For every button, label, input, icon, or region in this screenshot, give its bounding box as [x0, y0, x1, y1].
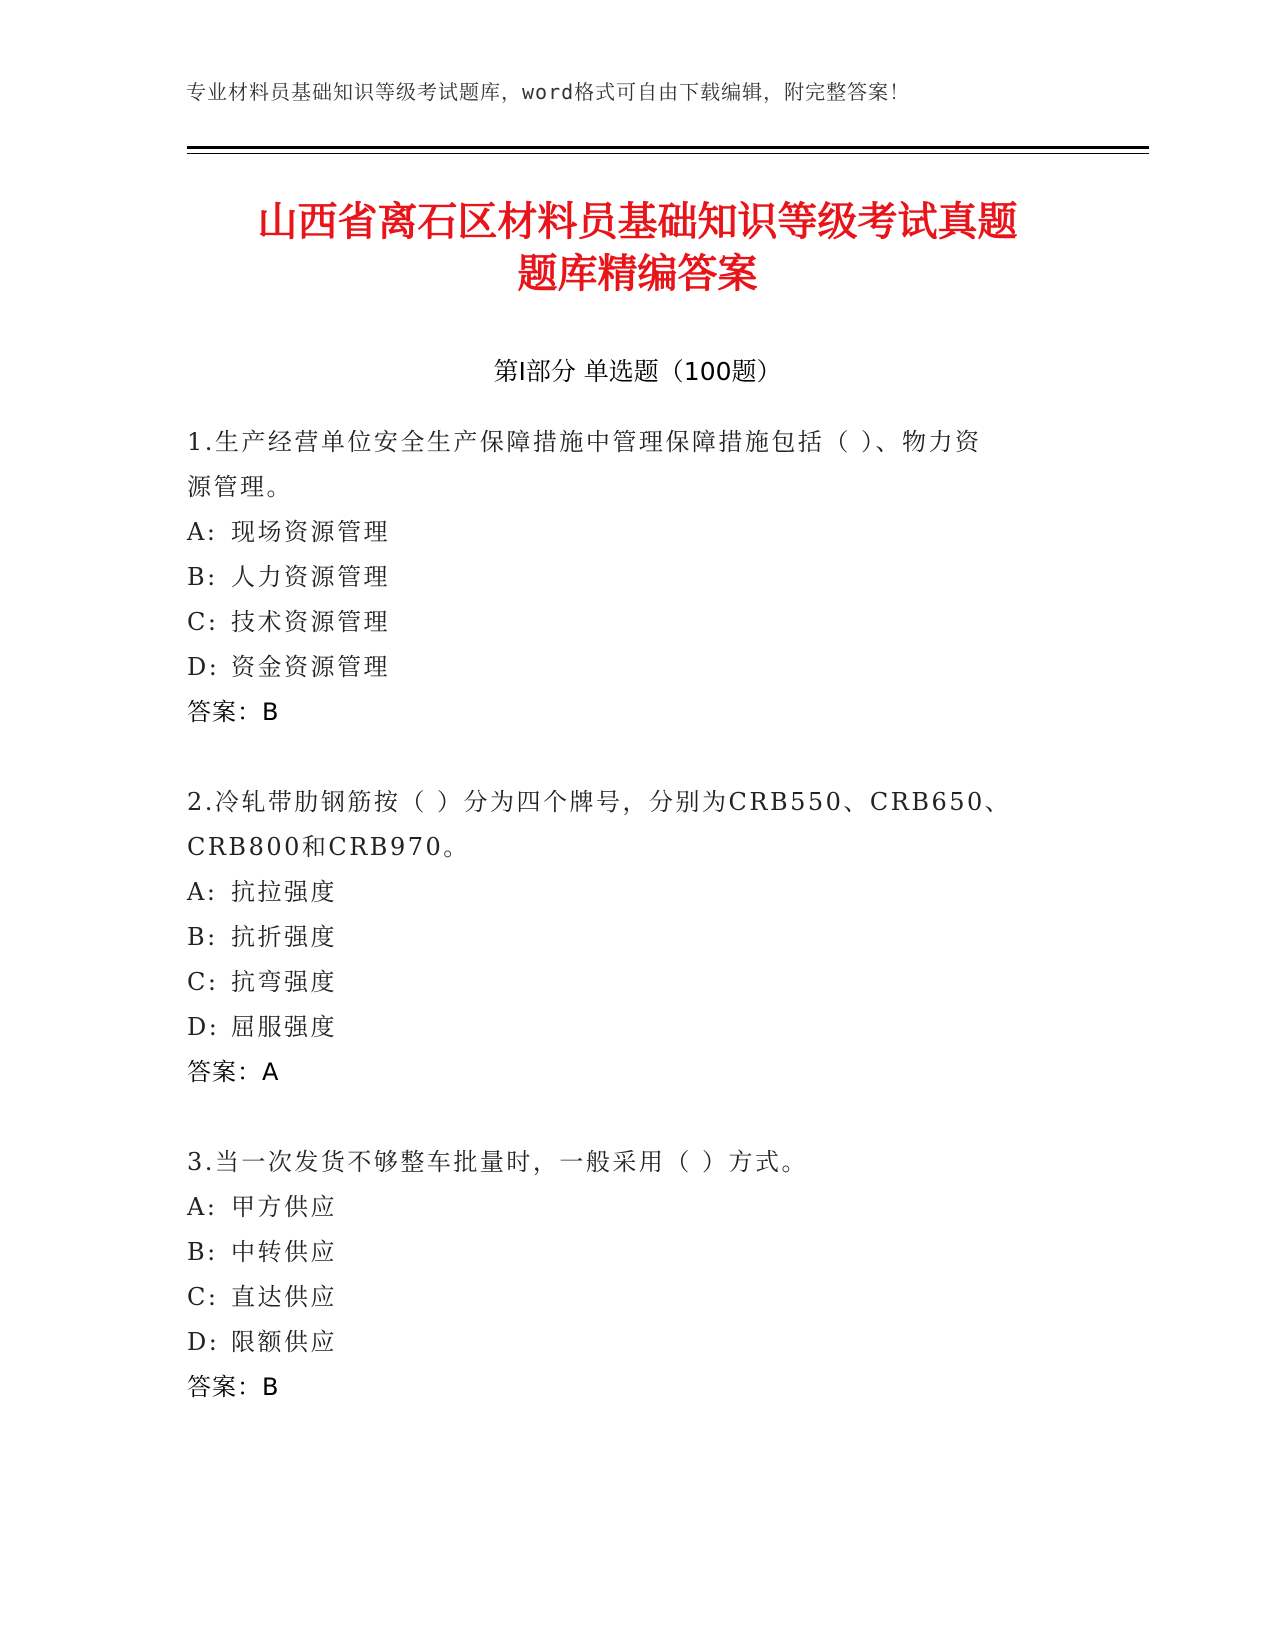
option-letter: C:	[187, 1283, 219, 1311]
question-1-stem-line-1: 1.生产经营单位安全生产保障措施中管理保障措施包括（ ）、物力资	[187, 428, 982, 456]
option-letter: A:	[187, 878, 218, 906]
document-title-line-2: 题库精编答案	[517, 251, 758, 297]
option-text: 现场资源管理	[231, 518, 390, 546]
question-2-option-c	[187, 960, 1087, 1005]
question-3-option-a	[187, 1185, 1087, 1230]
option-text: 抗弯强度	[231, 968, 337, 996]
question-3	[187, 1140, 1087, 1410]
question-2-option-a	[187, 870, 1087, 915]
question-1	[187, 420, 1087, 735]
option-letter: C:	[187, 968, 219, 996]
question-1-stem-line-2: 源管理。	[187, 473, 293, 501]
question-1-option-c	[187, 600, 1087, 645]
option-text: 甲方供应	[231, 1193, 337, 1221]
option-text: 屈服强度	[231, 1013, 337, 1041]
document-title-line-1: 山西省离石区材料员基础知识等级考试真题	[257, 199, 1018, 245]
option-letter: B:	[187, 1238, 218, 1266]
option-letter: B:	[187, 563, 218, 591]
question-2-answer: 答案：A	[187, 1058, 280, 1086]
option-letter: C:	[187, 608, 219, 636]
question-3-option-c	[187, 1275, 1087, 1320]
question-3-answer: 答案：B	[187, 1373, 280, 1401]
question-1-option-a	[187, 510, 1087, 555]
header-note: 专业材料员基础知识等级考试题库，word格式可自由下载编辑，附完整答案！	[186, 80, 911, 104]
option-text: 抗折强度	[231, 923, 337, 951]
question-3-option-b	[187, 1230, 1087, 1275]
question-2-stem-line-2: CRB800和CRB970。	[187, 833, 470, 861]
question-2-option-b	[187, 915, 1087, 960]
option-letter: A:	[187, 518, 218, 546]
question-2-stem-line-1: 2.冷轧带肋钢筋按（ ）分为四个牌号，分别为CRB550、CRB650、	[187, 788, 1012, 816]
question-3-stem-line-1: 3.当一次发货不够整车批量时，一般采用（ ）方式。	[187, 1148, 809, 1176]
question-2	[187, 780, 1087, 1095]
option-letter: A:	[187, 1193, 218, 1221]
option-letter: D:	[187, 653, 220, 681]
option-text: 抗拉强度	[231, 878, 337, 906]
question-1-answer: 答案：B	[187, 698, 280, 726]
section-title: 第Ⅰ部分 单选题（100题）	[493, 357, 782, 386]
question-3-option-d	[187, 1320, 1087, 1365]
header-divider-thick	[187, 146, 1149, 149]
question-1-option-b	[187, 555, 1087, 600]
question-1-option-d	[187, 645, 1087, 690]
question-2-option-d	[187, 1005, 1087, 1050]
option-letter: D:	[187, 1328, 220, 1356]
document-title	[150, 196, 1125, 300]
option-text: 中转供应	[231, 1238, 337, 1266]
option-text: 资金资源管理	[231, 653, 390, 681]
option-text: 技术资源管理	[231, 608, 390, 636]
option-text: 直达供应	[231, 1283, 337, 1311]
option-letter: B:	[187, 923, 218, 951]
header-divider-thin	[187, 153, 1149, 154]
option-text: 限额供应	[231, 1328, 337, 1356]
option-letter: D:	[187, 1013, 220, 1041]
option-text: 人力资源管理	[231, 563, 390, 591]
